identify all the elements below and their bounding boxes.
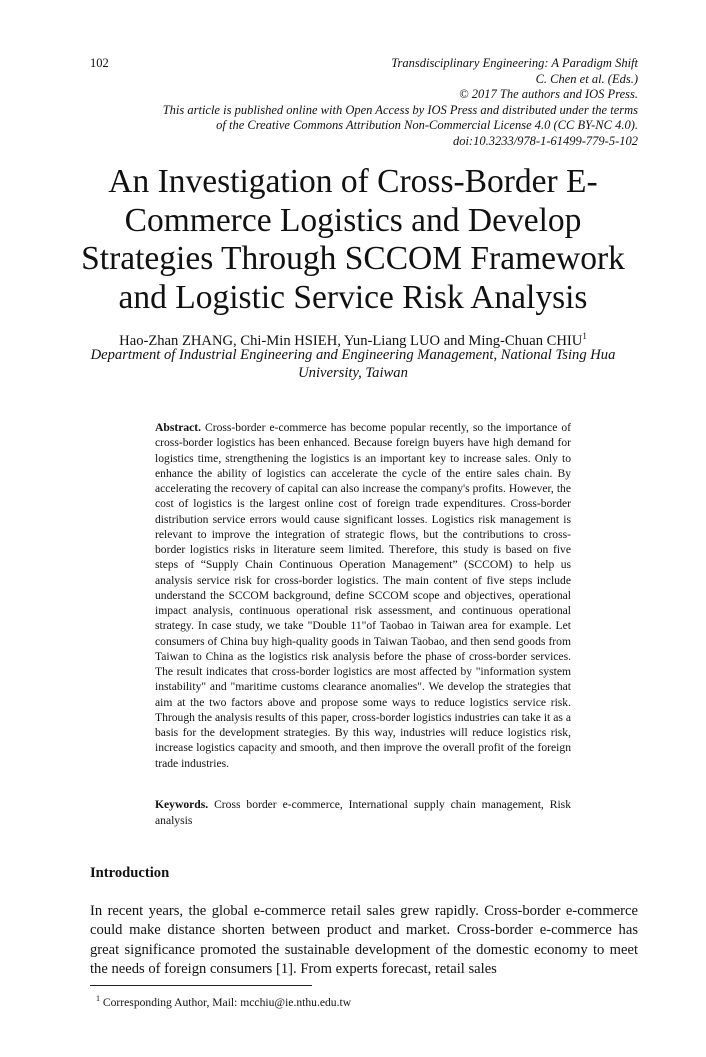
author-footnote-mark: 1 — [582, 331, 587, 341]
page-number: 102 — [90, 56, 109, 70]
keywords-text: Cross border e-commerce, International supply chain management, Risk analysis — [155, 798, 571, 827]
book-title: Transdisciplinary Engineering: A Paradigm Shift — [391, 56, 638, 70]
keywords — [155, 797, 571, 828]
footnote-text: Corresponding Author, Mail: mcchiu@ie.nthu.edu.tw — [102, 995, 352, 1009]
copyright-notice: © 2017 The authors and IOS Press. — [459, 87, 638, 101]
abstract — [155, 420, 571, 771]
author-names: Hao-Zhan ZHANG, Chi-Min HSIEH, Yun-Liang LUO and Ming-Chuan CHIU — [119, 332, 583, 349]
affiliation: Department of Industrial Engineering and Engineering Management, National Tsing Hua University, Taiwan — [90, 347, 616, 382]
title-line: and Logistic Service Risk Analysis — [118, 278, 588, 316]
title-line: Strategies Through SCCOM Framework — [81, 240, 625, 277]
footnote-divider — [90, 985, 312, 986]
paper-title — [60, 163, 646, 317]
license-line-1: This article is published online with Open Access by IOS Press and distributed under the terms — [162, 102, 638, 117]
running-header — [78, 56, 638, 149]
footnote — [96, 994, 351, 1009]
section-heading-introduction: Introduction — [90, 865, 170, 881]
abstract-label: Abstract. — [155, 421, 202, 434]
abstract-text: Cross-border e-commerce has become popular recently, so the importance of cross-border logistics has been enhanced. Because foreign buyers have high demand for logistics time, strengthening the logistics is an important key to increase sales. Only to enhance the ability of logistics can accelerate the cycle of the entire sales chain. By accelerating the recovery of capital can also increase the company's profits. However, the cost of logistics is the largest online cost of foreign trade expenditures. Cross-border distribution service errors would cause significant losses. Logistics risk management is relevant to improve the integration of strategic flows, but the contributions to cross-border logistics risks in literature seem limited. Therefore, this study is based on five steps of “Supply Chain Continuous Operation Management” (SCCOM) to help us analysis service risk for cross-border logistics. The main content of five steps include understand the SCCOM background, define SCCOM scope and objectives, operational impact analysis, continuous operational risk assessment, and continuous operational strategy. In case study, we take "Double 11"of Taobao in Taiwan area for example. Let consumers of China buy high-quality goods in Taiwan Taobao, and then send goods from Taiwan to China as the logistics risk analysis before the phase of cross-border services. The result indicates that cross-border logistics are most affected by "information system instability" and "maritime customs clearance anomalies". We develop the strategies that aim at the two factors above and propose some ways to reduce logistics service risk. Through the analysis results of this paper, cross-border logistics industries can take it as a basis for the development strategies. By this way, industries will reduce logistics risk, increase logistics capacity and smooth, and then improve the overall profit of the foreign trade industries. — [155, 421, 571, 770]
title-line: An Investigation of Cross-Border E- — [108, 163, 598, 200]
title-line: Commerce Logistics and Develop — [124, 201, 582, 239]
footnote-mark: 1 — [96, 994, 100, 1003]
editors: C. Chen et al. (Eds.) — [535, 71, 638, 86]
keywords-label: Keywords. — [155, 798, 209, 811]
introduction-paragraph: In recent years, the global e-commerce retail sales grew rapidly. Cross-border e-commerce could make distance shorten between product and market. Cross-border e-commerce has great significance promoted the sustainable development of the domestic economy to meet the needs of foreign consumers [1]. From experts forecast, retail sales — [90, 903, 638, 977]
license-line-2: of the Creative Commons Attribution Non-Commercial License 4.0 (CC BY-NC 4.0). — [216, 118, 638, 132]
doi: doi:10.3233/978-1-61499-779-5-102 — [452, 133, 638, 148]
